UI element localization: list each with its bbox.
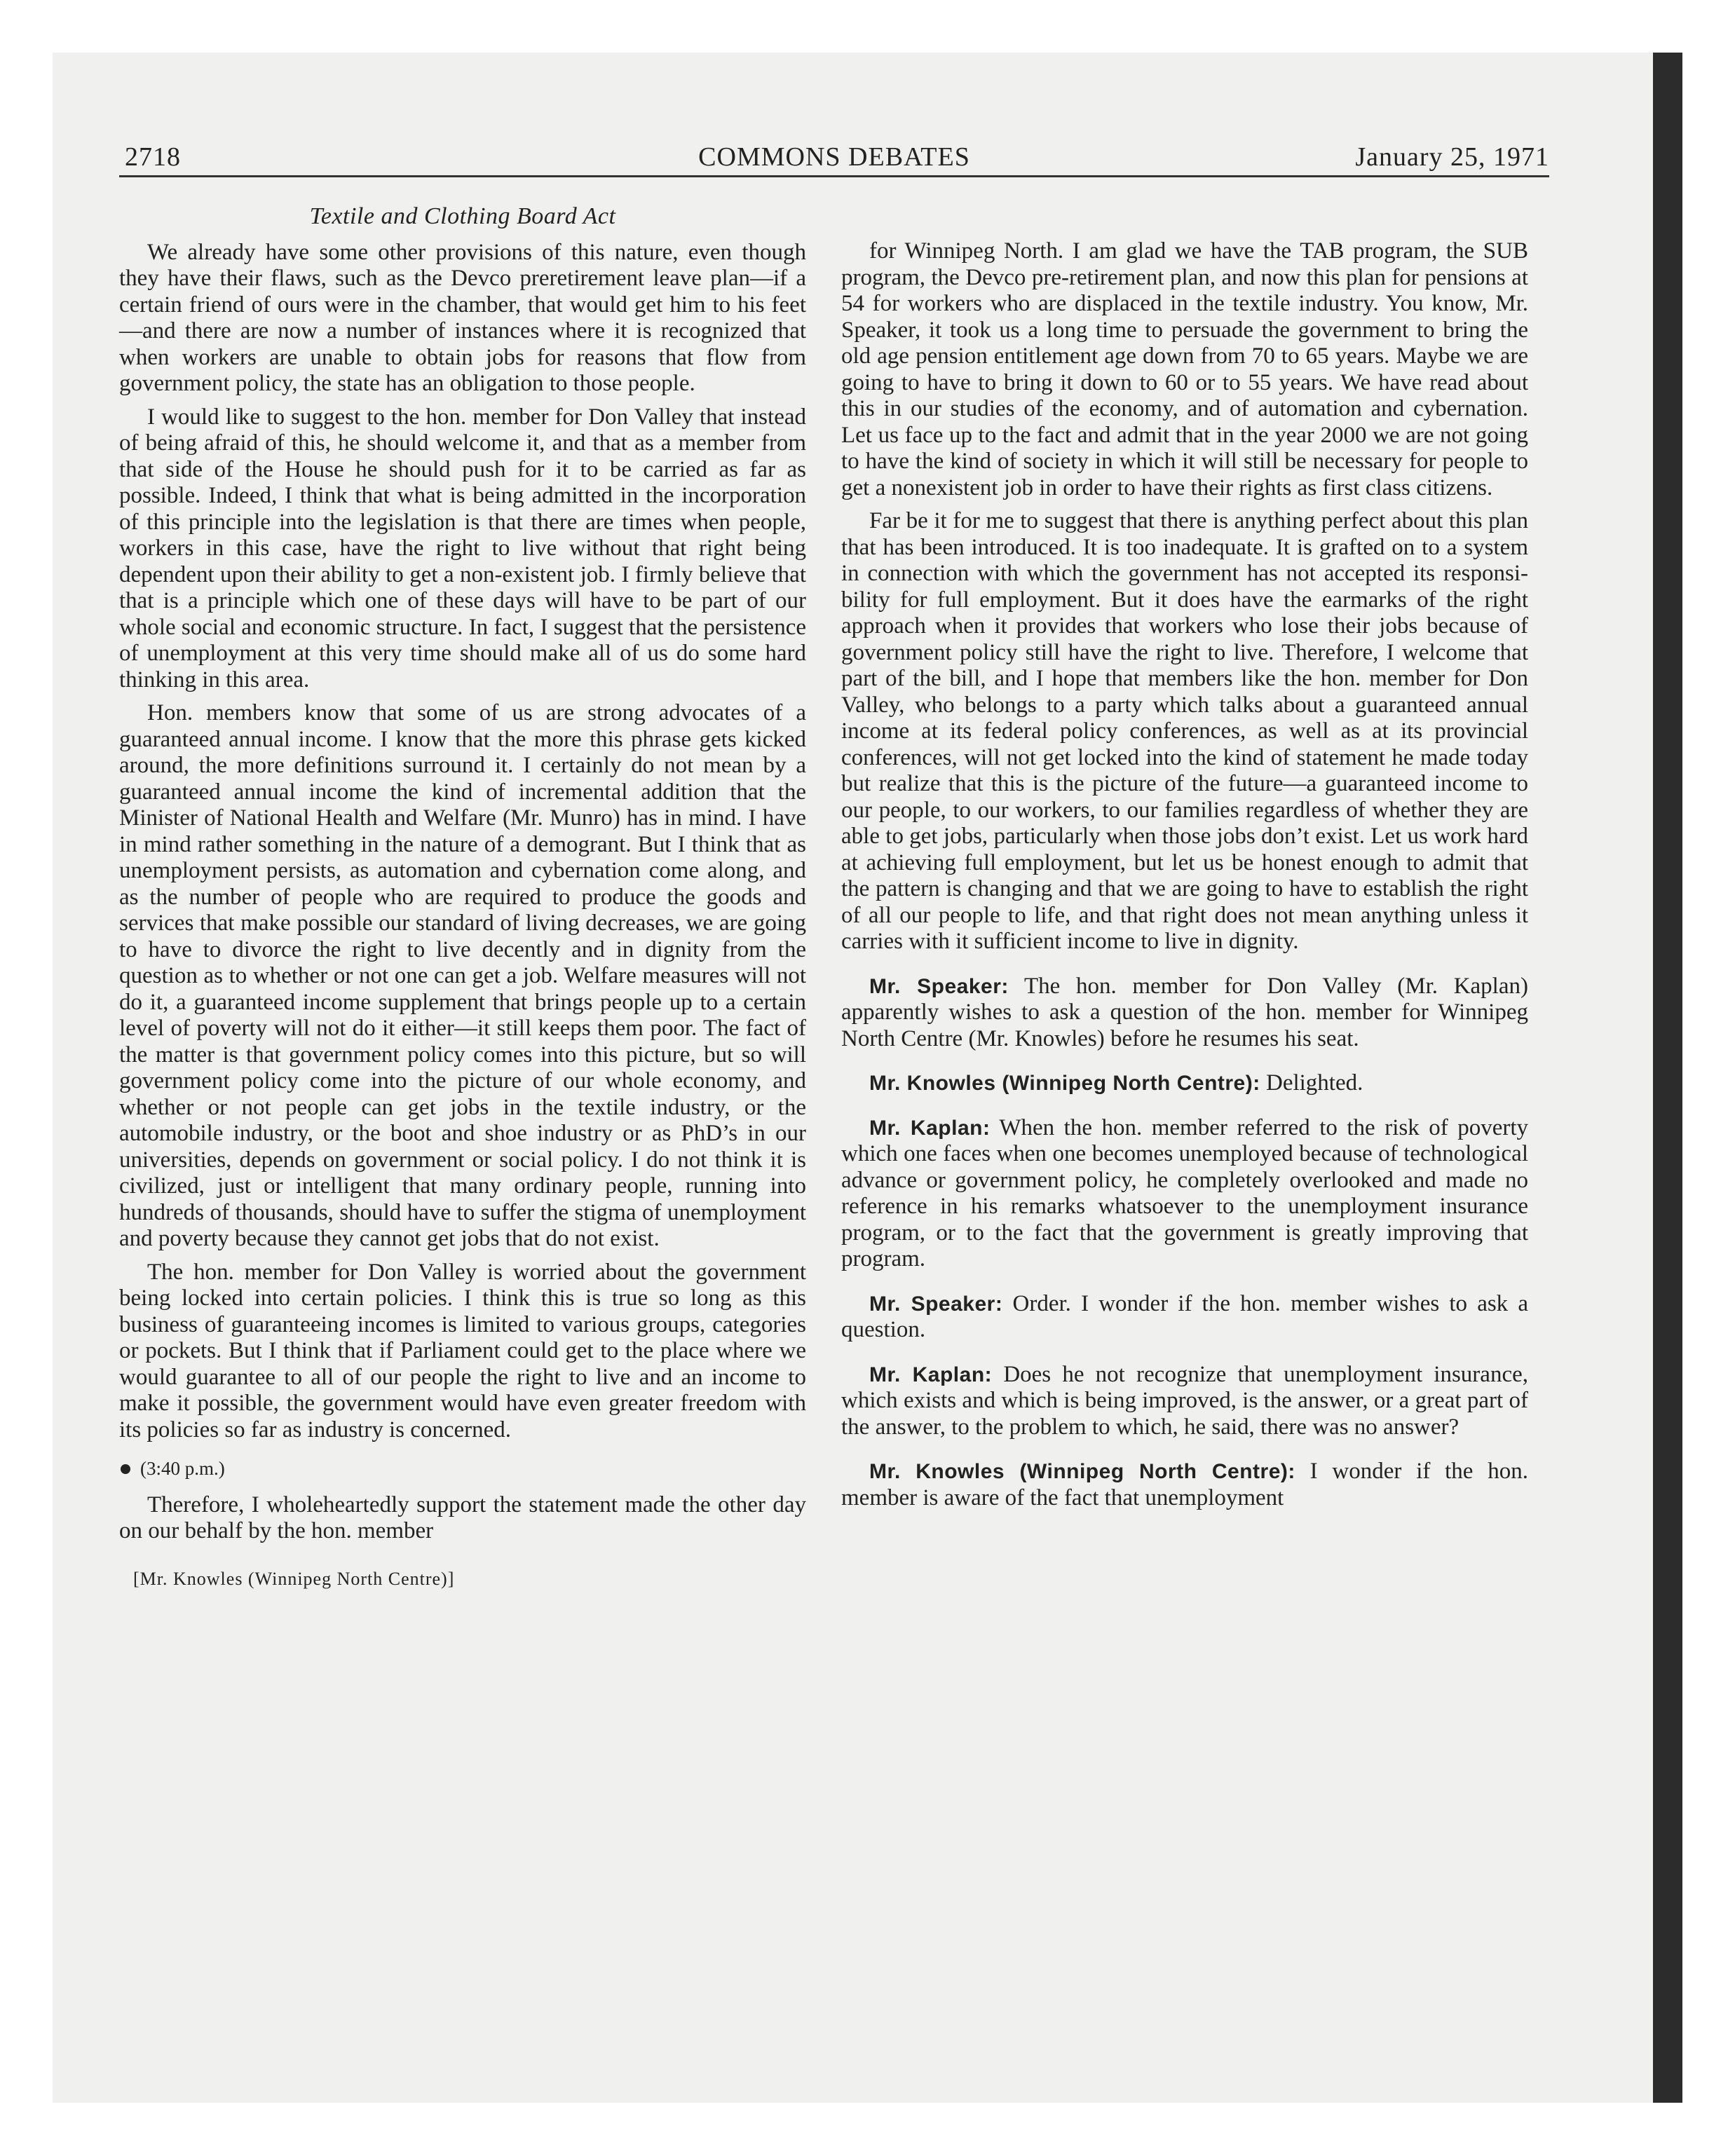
speech-text: I wonder if the hon. member is aware of the fact that unemployment xyxy=(841,1459,1528,1510)
speaker-name: Mr. Speaker: xyxy=(869,1292,1003,1316)
section-title: Textile and Clothing Board Act xyxy=(309,203,616,229)
speech-entry xyxy=(841,1362,1528,1441)
speech-entry xyxy=(841,1291,1528,1344)
paragraph: for Winnipeg North. I am glad we have the TAB program, the SUB program, the Devco pre-retirement plan, and now this plan for pensions at 54 for workers who are displaced in the textile industry. You know, Mr. Speaker, it took us a long time to persuade the government to bring the old age pension entitlement age down from 70 to 65 years. Maybe we are going to have to bring it down to 60 or to 55 years. We have read about this in our studies of the economy, and of automation and cybernation. Let us face up to the fact and admit that in the year 2000 we are not going to have the kind of society in which it will still be necessary for people to get a nonexistent job in order to have their rights as first class citizens. xyxy=(841,238,1528,500)
speech-text: When the hon. member referred to the risk of poverty which one faces when one becomes unemployed because of technological advance or government policy, he completely overlooked and made no reference in his remarks whatsoever to the unemployment insurance program, or to the fact that the government is greatly improving that program. xyxy=(841,1114,1528,1271)
speaker-name: Mr. Kaplan: xyxy=(869,1116,991,1140)
speech-entry xyxy=(841,1115,1528,1273)
speech-text: Delighted. xyxy=(1260,1070,1363,1096)
header-rule xyxy=(119,175,1549,177)
paragraph: Hon. members know that some of us are strong advocates of a guaranteed annual income. I know that the more this phrase gets kicked around, the more definitions surround it. I certainly do not mean by a guaranteed annual income the kind of incremental addition that the Minister of National Health and Welfare (Mr. Munro) has in mind. I have in mind rather something in the nature of a demogrant. But I think that as unemployment persists, as automation and cybernation come along, and as the number of people who are required to produce the goods and services that make possible our standard of living decreases, we are going to have to divorce the right to live decently and in dignity from the question as to whether or not one can get a job. Welfare measures will not do it, a guaranteed income supplement that brings people up to a certain level of poverty will not do it either—it still keeps them poor. The fact of the matter is that government policy comes into this picture, but so will government policy come into the picture of our whole economy, and whether or not people can get jobs in the textile industry, or the automobile industry, or the boot and shoe industry or as PhD’s in our universities, depends on government or social policy. I do not think it is civilized, just or intelligent that many ordinary people, running into hundreds of thousands, should have to suffer the stigma of unemployment and poverty because they cannot get jobs that do not exist. xyxy=(119,700,806,1251)
paragraph: Therefore, I wholeheartedly support the statement made the other day on our behalf by the hon. member xyxy=(119,1492,806,1543)
publication-date: January 25, 1971 xyxy=(1355,142,1549,172)
page-number: 2718 xyxy=(125,142,181,172)
speech-text: Does he not recognize that unemployment insurance, which exists and which is being improved, is the answer, or a great part of the answer, to the problem to which, he said, there was no answer? xyxy=(841,1361,1528,1440)
time-marker xyxy=(119,1456,806,1482)
paragraph: We already have some other provisions of this nature, even though they have their flaws, such as the Devco preretirement leave plan—if a certain friend of ours were in the chamber, that would get him to his feet—and there are now a number of instances where it is recognized that when workers are unable to obtain jobs for reasons that flow from government policy, the state has an obligation to those people. xyxy=(119,239,806,396)
speech-entry xyxy=(841,1070,1528,1097)
paragraph: Far be it for me to suggest that there is anything perfect about this plan that has been introduced. It is too inadequate. It is grafted on to a system in connection with which the government has not accepted its responsibility for full employment. But it does have the earmarks of the right approach when it provides that workers who lose their jobs because of government policy still have the right to live. Therefore, I welcome that part of the bill, and I hope that members like the hon. member for Don Valley, who belongs to a party which talks about a guaranteed annual income at its federal policy conferences, as well as at its provincial conferences, will not get locked into the kind of statement he made today but realize that this is the picture of the future—a guaranteed income to our people, to our workers, to our families regardless of whether they are able to get jobs, particularly when those jobs don’t exist. Let us work hard at achieving full employment, but let us be honest enough to admit that the pattern is changing and that we are going to have to establish the right of all our people to life, and that right does not mean anything unless it carries with it sufficient income to live in dignity. xyxy=(841,508,1528,954)
speaker-name: Mr. Kaplan: xyxy=(869,1363,993,1386)
right-column xyxy=(841,238,1528,1511)
speech-entry xyxy=(841,1459,1528,1511)
scan-edge-shadow xyxy=(1653,53,1682,2103)
speaker-name: Mr. Speaker: xyxy=(869,974,1009,998)
bullet-icon xyxy=(121,1464,130,1474)
speaker-name: Mr. Knowles (Winnipeg North Centre): xyxy=(869,1072,1260,1095)
paragraph: The hon. member for Don Valley is worried about the government being locked into certain policies. I think this is true so long as this business of guaranteeing incomes is limited to various groups, categories or pockets. But I think that if Parliament could get to the place where we would guarantee to all of our people the right to live and an income to make it possible, the government would have even greater freedom with its policies so far as industry is concerned. xyxy=(119,1259,806,1442)
speaker-footer-note: [Mr. Knowles (Winnipeg North Centre)] xyxy=(133,1568,455,1589)
publication-title: COMMONS DEBATES xyxy=(698,142,970,172)
speaker-name: Mr. Knowles (Winnipeg North Centre): xyxy=(869,1460,1295,1483)
speech-entry xyxy=(841,974,1528,1053)
time-marker-text: (3:40 p.m.) xyxy=(140,1458,225,1479)
left-column xyxy=(119,203,806,1592)
speech-text: Order. I wonder if the hon. member wishes to ask a question. xyxy=(841,1290,1528,1342)
speech-text: The hon. member for Don Valley (Mr. Kaplan) apparently wishes to ask a question of the hon. member for Winnipeg North Centre (Mr. Knowles) before he resumes his seat. xyxy=(841,973,1528,1051)
paragraph: I would like to suggest to the hon. member for Don Valley that instead of being afraid of this, he should welcome it, and that as a member from that side of the House he should push for it to be carried as far as possible. Indeed, I think that what is being admitted in the incorporation of this principle into the legislation is that there are times when people, workers in this case, have the right to live without that right being dependent upon their ability to get a non-existent job. I firmly believe that that is a principle which one of these days will have to be part of our whole social and economic structure. In fact, I suggest that the persistence of unemployment at this very time should make all of us do some hard thinking in this area. xyxy=(119,404,806,692)
